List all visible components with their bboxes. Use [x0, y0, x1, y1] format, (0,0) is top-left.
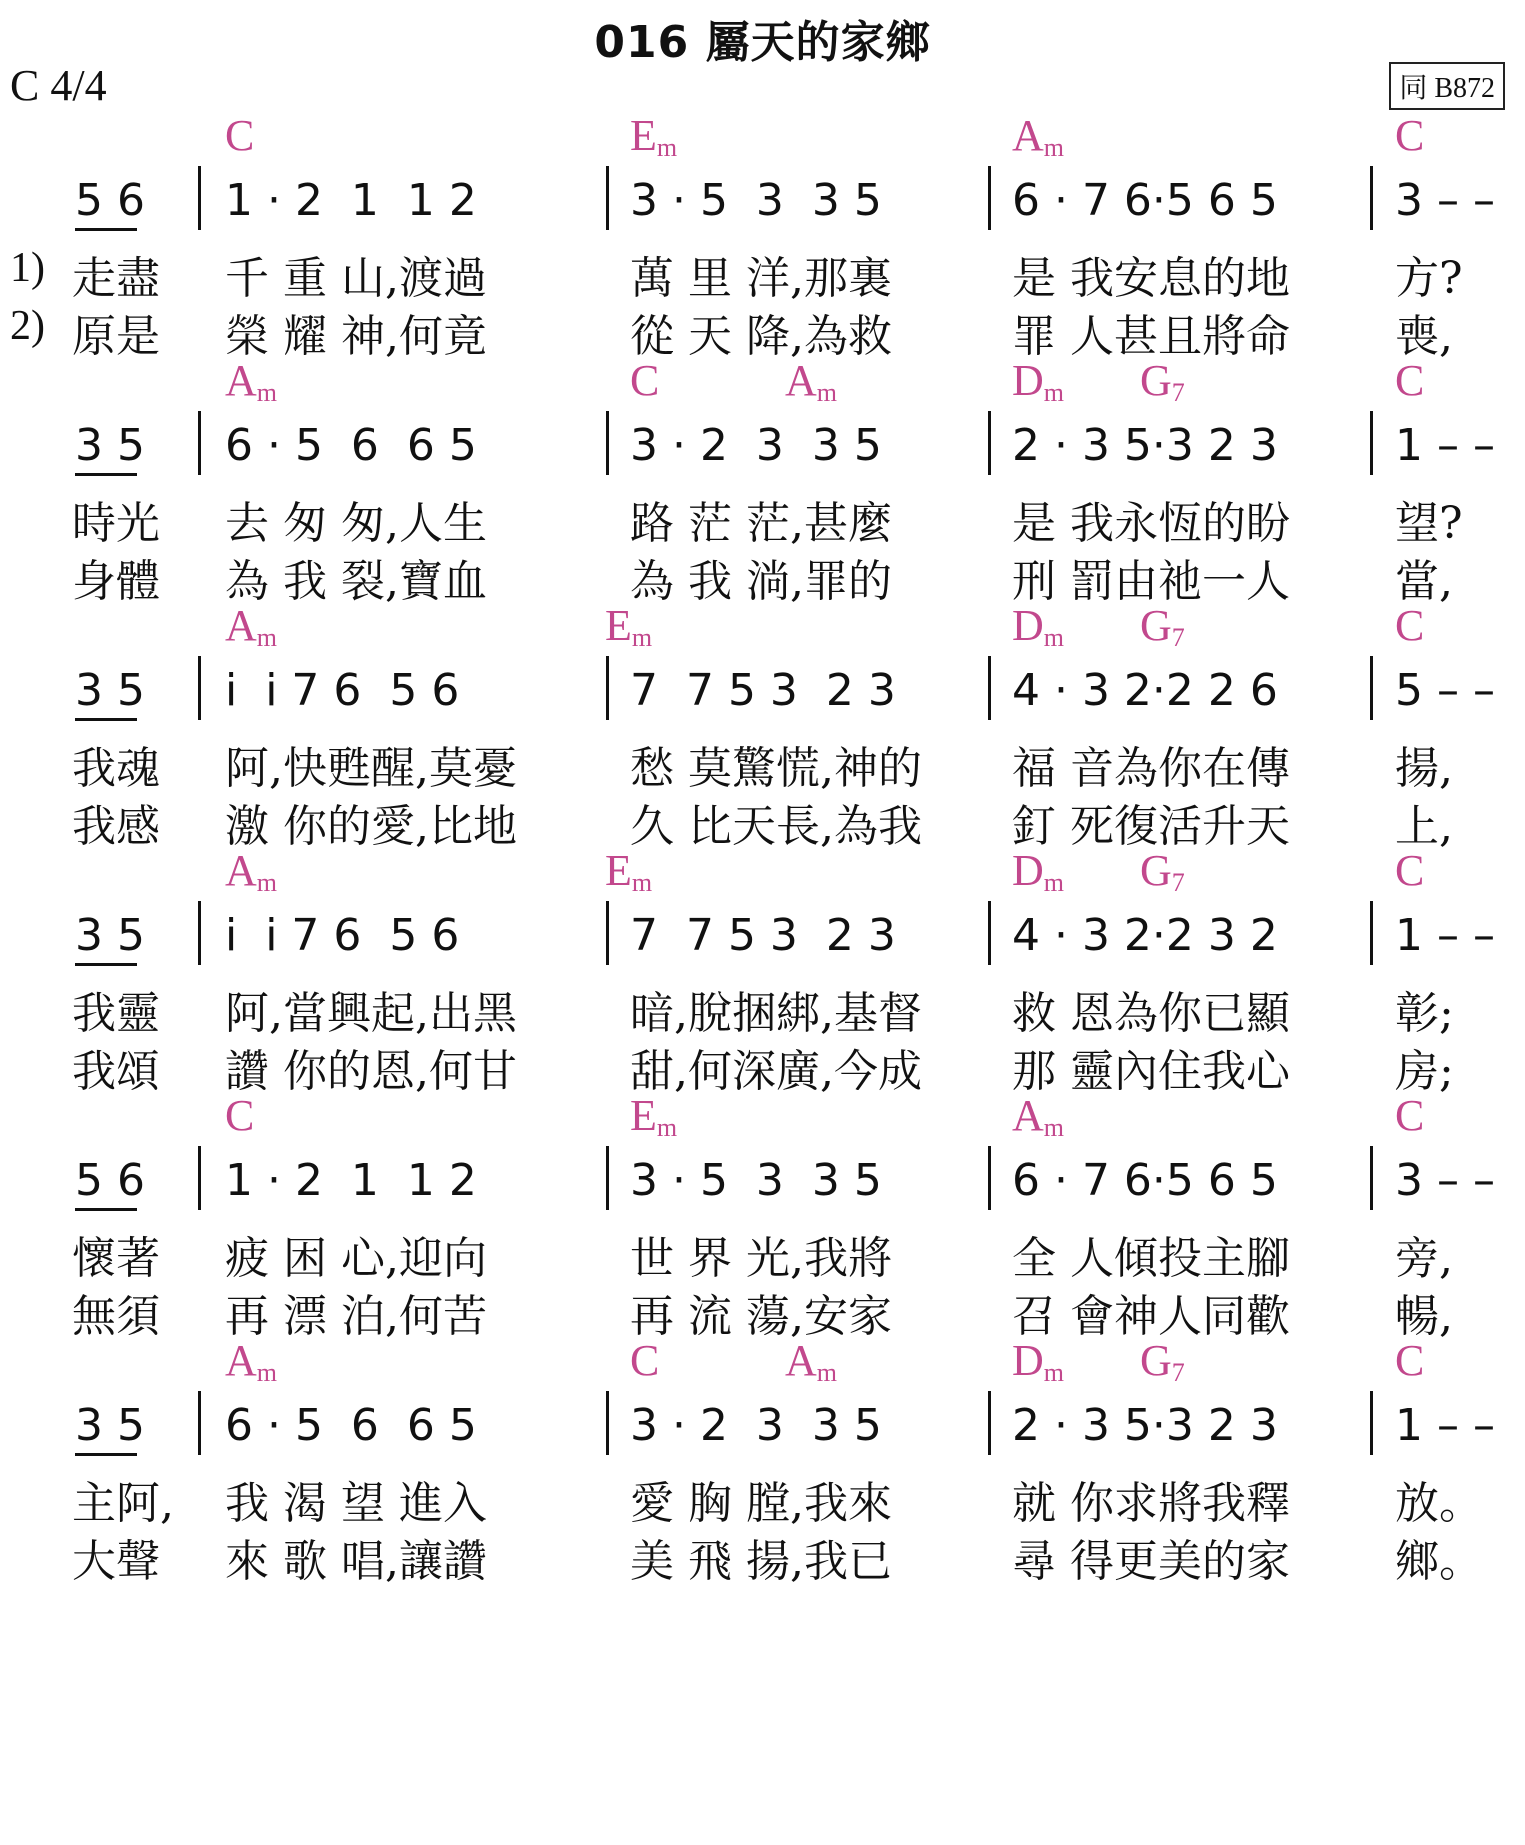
- song-title: 016 屬天的家鄉: [594, 17, 931, 68]
- chord-root: A: [785, 1336, 817, 1385]
- chord-symbol: [225, 600, 277, 653]
- lyric-verse-1: 主阿,: [72, 1478, 174, 1529]
- chord-root: D: [1012, 601, 1044, 650]
- chord-symbol: [225, 1090, 254, 1141]
- chord-symbol: [225, 1335, 277, 1388]
- chord-root: C: [1395, 356, 1425, 405]
- chord-root: D: [1012, 1336, 1044, 1385]
- measure-notes: 1 · 2 1 1 2: [225, 175, 477, 226]
- chord-root: D: [1012, 356, 1044, 405]
- barline: [198, 166, 201, 230]
- chord-root: A: [225, 356, 257, 405]
- measure-notes: 3 · 2 3 3 5: [630, 1400, 882, 1451]
- chord-symbol: [1012, 600, 1064, 653]
- lyric-verse-2: 上,: [1395, 801, 1453, 852]
- chord-root: G: [1140, 846, 1172, 895]
- measure-notes: 5 – –: [1395, 665, 1495, 716]
- chord-quality: m: [1043, 133, 1065, 162]
- note-line: [0, 166, 1525, 246]
- lyric-verse-2: 刑 罰由祂一人: [1012, 556, 1290, 607]
- barline: [1370, 1146, 1373, 1210]
- lyric-verse-2: 榮 耀 神,何竟: [225, 311, 487, 362]
- chord-quality: m: [816, 1358, 838, 1387]
- measure-notes: 1 – –: [1395, 1400, 1495, 1451]
- chord-symbol: [605, 845, 652, 898]
- lyric-verse-1: 我靈: [72, 988, 160, 1039]
- lyric-verse-2: 喪,: [1395, 311, 1453, 362]
- barline: [198, 411, 201, 475]
- chord-symbol: [630, 1090, 677, 1143]
- note-line: [0, 901, 1525, 981]
- barline: [1370, 411, 1373, 475]
- barline: [1370, 1391, 1373, 1455]
- measure-notes: 1 · 2 1 1 2: [225, 1155, 477, 1206]
- lyric-verse-2: 暢,: [1395, 1291, 1453, 1342]
- barline: [988, 411, 991, 475]
- lyric-verse-2: 身體: [72, 556, 160, 607]
- lyric-verse-2: 房;: [1395, 1046, 1454, 1097]
- chord-root: C: [630, 356, 660, 405]
- chord-quality: m: [1043, 1358, 1065, 1387]
- lyric-verse-1: 望?: [1395, 498, 1463, 549]
- chord-symbol: [1395, 1335, 1424, 1386]
- lyric-verse-2: 讚 你的恩,何甘: [225, 1046, 517, 1097]
- chord-root: D: [1012, 846, 1044, 895]
- chord-quality: 7: [1171, 623, 1185, 652]
- chord-symbol: [1012, 1090, 1064, 1143]
- beam-underline: [75, 718, 137, 721]
- beam-underline: [75, 228, 137, 231]
- measure-notes: 3 – –: [1395, 1155, 1495, 1206]
- lyric-verse-1: 阿,當興起,出黑: [225, 988, 517, 1039]
- chord-quality: m: [656, 1113, 678, 1142]
- verse-number: 1): [10, 245, 45, 291]
- pickup-notes: 3 5: [75, 1400, 145, 1451]
- chord-root: A: [1012, 1091, 1044, 1140]
- chord-quality: 7: [1171, 378, 1185, 407]
- hymn-reference: 同 B872: [1389, 62, 1505, 110]
- barline: [988, 166, 991, 230]
- lyric-verse-1: 方?: [1395, 253, 1463, 304]
- lyric-verse-1: 就 你求將我釋: [1012, 1478, 1290, 1529]
- chord-quality: 7: [1171, 868, 1185, 897]
- measure-notes: 6 · 7 6·5 6 5: [1012, 1155, 1278, 1206]
- measure-notes: 7 7 5 3 2 3: [630, 665, 896, 716]
- chord-root: C: [630, 1336, 660, 1385]
- barline: [988, 1146, 991, 1210]
- measure-notes: 1 – –: [1395, 420, 1495, 471]
- lyric-verse-1: 旁,: [1395, 1233, 1453, 1284]
- chord-root: C: [1395, 111, 1425, 160]
- chord-root: E: [605, 846, 632, 895]
- chord-root: C: [1395, 601, 1425, 650]
- measure-notes: 4 · 3 2·2 2 6: [1012, 665, 1278, 716]
- chord-root: A: [1012, 111, 1044, 160]
- chord-symbol: [785, 355, 837, 408]
- lyric-verse-2: 釘 死復活升天: [1012, 801, 1290, 852]
- barline: [988, 1391, 991, 1455]
- barline: [988, 656, 991, 720]
- barline: [1370, 656, 1373, 720]
- measure-notes: 2 · 3 5·3 2 3: [1012, 1400, 1278, 1451]
- chord-quality: m: [631, 868, 653, 897]
- note-line: [0, 656, 1525, 736]
- measure-notes: 1 – –: [1395, 910, 1495, 961]
- chord-symbol: [1395, 110, 1424, 161]
- measure-notes: 6 · 5 6 6 5: [225, 420, 477, 471]
- chord-symbol: [1395, 1090, 1424, 1141]
- chord-symbol: [630, 110, 677, 163]
- lyric-verse-1: 暗,脫捆綁,基督: [630, 988, 922, 1039]
- chord-quality: m: [256, 623, 278, 652]
- lyric-verse-1: 時光: [72, 498, 160, 549]
- lyric-verse-1: 走盡: [72, 253, 160, 304]
- pickup-notes: 3 5: [75, 420, 145, 471]
- measure-notes: 3 · 2 3 3 5: [630, 420, 882, 471]
- barline: [606, 166, 609, 230]
- lyric-verse-1: 千 重 山,渡過: [225, 253, 487, 304]
- lyric-verse-1: 萬 里 洋,那裏: [630, 253, 892, 304]
- chord-symbol: [1395, 600, 1424, 651]
- chord-quality: m: [631, 623, 653, 652]
- lyric-verse-2: 召 會神人同歡: [1012, 1291, 1290, 1342]
- beam-underline: [75, 1208, 137, 1211]
- lyric-verse-2: 為 我 淌,罪的: [630, 556, 892, 607]
- lyric-verse-2: 原是: [72, 311, 160, 362]
- lyric-verse-2: 我感: [72, 801, 160, 852]
- lyric-verse-1: 全 人傾投主腳: [1012, 1233, 1290, 1284]
- barline: [1370, 901, 1373, 965]
- chord-symbol: [1012, 1335, 1064, 1388]
- pickup-notes: 3 5: [75, 665, 145, 716]
- lyric-verse-1: 放。: [1395, 1478, 1483, 1529]
- lyric-verse-2: 久 比天長,為我: [630, 801, 922, 852]
- lyric-verse-2: 我頌: [72, 1046, 160, 1097]
- pickup-notes: 5 6: [75, 1155, 145, 1206]
- measure-notes: 3 – –: [1395, 175, 1495, 226]
- chord-quality: m: [1043, 378, 1065, 407]
- lyric-verse-2: 再 流 蕩,安家: [630, 1291, 892, 1342]
- beam-underline: [75, 963, 137, 966]
- verse-number: 2): [10, 303, 45, 349]
- chord-symbol: [630, 355, 659, 406]
- barline: [198, 656, 201, 720]
- measure-notes: 2 · 3 5·3 2 3: [1012, 420, 1278, 471]
- lyric-verse-2: 罪 人甚且將命: [1012, 311, 1290, 362]
- chord-quality: 7: [1171, 1358, 1185, 1387]
- lyric-verse-1: 阿,快甦醒,莫憂: [225, 743, 517, 794]
- barline: [198, 901, 201, 965]
- lyric-verse-2: 激 你的愛,比地: [225, 801, 517, 852]
- pickup-notes: 5 6: [75, 175, 145, 226]
- beam-underline: [75, 473, 137, 476]
- barline: [606, 901, 609, 965]
- chord-symbol: [785, 1335, 837, 1388]
- note-line: [0, 1146, 1525, 1226]
- pickup-notes: 3 5: [75, 910, 145, 961]
- lyric-verse-1: 彰;: [1395, 988, 1454, 1039]
- measure-notes: 6 · 5 6 6 5: [225, 1400, 477, 1451]
- measure-notes: i i 7 6 5 6: [225, 910, 460, 961]
- lyric-verse-2: 為 我 裂,寶血: [225, 556, 487, 607]
- barline: [606, 1146, 609, 1210]
- chord-symbol: [1140, 355, 1185, 408]
- lyric-verse-1: 愁 莫驚慌,神的: [630, 743, 922, 794]
- chord-symbol: [225, 845, 277, 898]
- measure-notes: 3 · 5 3 3 5: [630, 1155, 882, 1206]
- chord-root: A: [225, 846, 257, 895]
- barline: [198, 1391, 201, 1455]
- lyric-verse-2: 來 歌 唱,讓讚: [225, 1536, 487, 1587]
- lyric-verse-1: 愛 胸 膛,我來: [630, 1478, 892, 1529]
- lyric-verse-2: 甜,何深廣,今成: [630, 1046, 922, 1097]
- barline: [988, 901, 991, 965]
- chord-symbol: [225, 355, 277, 408]
- chord-root: C: [1395, 846, 1425, 895]
- chord-root: E: [630, 1091, 657, 1140]
- chord-symbol: [1012, 845, 1064, 898]
- chord-symbol: [1395, 355, 1424, 406]
- chord-root: A: [225, 601, 257, 650]
- note-line: [0, 1391, 1525, 1471]
- chord-root: C: [1395, 1091, 1425, 1140]
- chord-quality: m: [1043, 868, 1065, 897]
- score-row: [0, 1335, 1525, 1623]
- lyric-verse-1: 去 匆 匆,人生: [225, 498, 487, 549]
- barline: [198, 1146, 201, 1210]
- note-line: [0, 411, 1525, 491]
- barline: [606, 656, 609, 720]
- lyric-verse-2: 從 天 降,為救: [630, 311, 892, 362]
- chord-symbol: [1012, 110, 1064, 163]
- chord-quality: m: [1043, 623, 1065, 652]
- lyric-verse-1: 福 音為你在傳: [1012, 743, 1290, 794]
- measure-notes: i i 7 6 5 6: [225, 665, 460, 716]
- barline: [606, 411, 609, 475]
- measure-notes: 7 7 5 3 2 3: [630, 910, 896, 961]
- barline: [1370, 166, 1373, 230]
- lyric-verse-1: 路 茫 茫,甚麼: [630, 498, 892, 549]
- chord-symbol: [225, 110, 254, 161]
- lyric-verse-1: 是 我永恆的盼: [1012, 498, 1290, 549]
- measure-notes: 4 · 3 2·2 3 2: [1012, 910, 1278, 961]
- chord-quality: m: [256, 1358, 278, 1387]
- chord-root: C: [225, 111, 255, 160]
- lyric-verse-1: 疲 困 心,迎向: [225, 1233, 487, 1284]
- chord-symbol: [1140, 845, 1185, 898]
- chord-symbol: [605, 600, 652, 653]
- lyric-verse-1: 是 我安息的地: [1012, 253, 1290, 304]
- lyric-verse-1: 世 界 光,我將: [630, 1233, 892, 1284]
- chord-root: G: [1140, 601, 1172, 650]
- measure-notes: 6 · 7 6·5 6 5: [1012, 175, 1278, 226]
- lyric-verse-2: 美 飛 揚,我已: [630, 1536, 892, 1587]
- lyric-verse-2: 大聲: [72, 1536, 160, 1587]
- chord-symbol: [1395, 845, 1424, 896]
- barline: [606, 1391, 609, 1455]
- lyric-verse-1: 救 恩為你已顯: [1012, 988, 1290, 1039]
- chord-root: C: [1395, 1336, 1425, 1385]
- chord-symbol: [1140, 1335, 1185, 1388]
- chord-symbol: [1012, 355, 1064, 408]
- chord-quality: m: [816, 378, 838, 407]
- beam-underline: [75, 1453, 137, 1456]
- chord-root: G: [1140, 1336, 1172, 1385]
- lyric-verse-2: 當,: [1395, 556, 1453, 607]
- lyric-verse-2: 鄉。: [1395, 1536, 1483, 1587]
- lyric-verse-2: 尋 得更美的家: [1012, 1536, 1290, 1587]
- chord-root: E: [605, 601, 632, 650]
- lyric-verse-1: 我魂: [72, 743, 160, 794]
- lyric-verse-2: 無須: [72, 1291, 160, 1342]
- chord-quality: m: [1043, 1113, 1065, 1142]
- lyric-verse-2: 再 漂 泊,何苦: [225, 1291, 487, 1342]
- chord-symbol: [1140, 600, 1185, 653]
- chord-root: E: [630, 111, 657, 160]
- chord-root: A: [225, 1336, 257, 1385]
- chord-root: C: [225, 1091, 255, 1140]
- chord-quality: m: [256, 378, 278, 407]
- lyric-verse-1: 懷著: [72, 1233, 160, 1284]
- chord-quality: m: [256, 868, 278, 897]
- lyric-verse-1: 揚,: [1395, 743, 1453, 794]
- lyric-verse-1: 我 渴 望 進入: [225, 1478, 487, 1529]
- lyric-verse-2: 那 靈內住我心: [1012, 1046, 1290, 1097]
- chord-root: A: [785, 356, 817, 405]
- key-signature: C 4/4: [10, 61, 107, 110]
- chord-quality: m: [656, 133, 678, 162]
- chord-symbol: [630, 1335, 659, 1386]
- chord-root: G: [1140, 356, 1172, 405]
- measure-notes: 3 · 5 3 3 5: [630, 175, 882, 226]
